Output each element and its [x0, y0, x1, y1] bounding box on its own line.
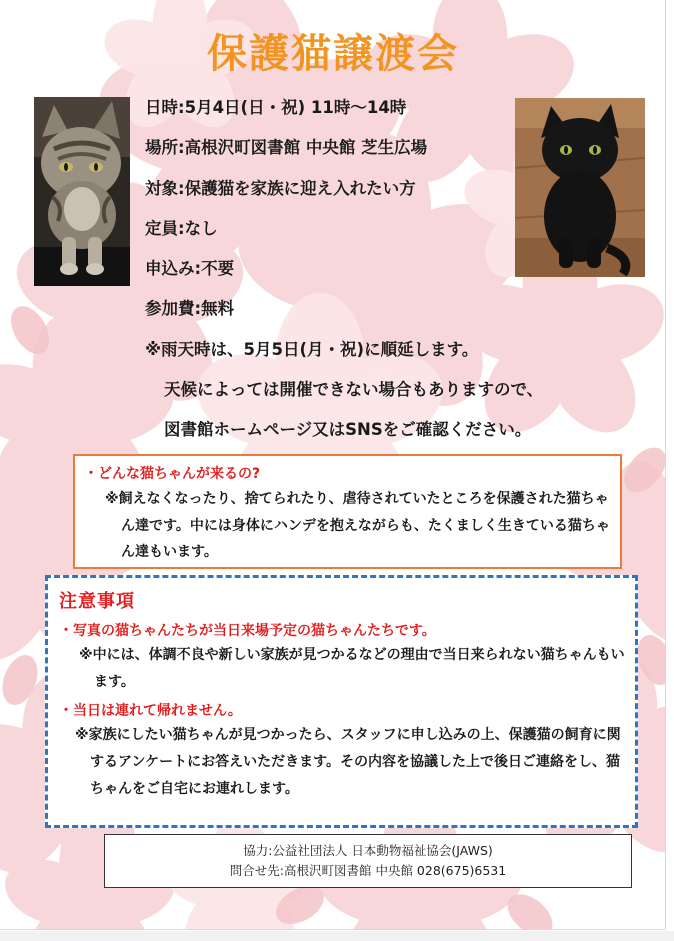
caution-note-absent: ※中には、体調不良や新しい家族が見つかるなどの理由で当日来られない猫ちゃんもいます。 [79, 647, 625, 690]
rain-notice: ※雨天時は、5月5日(月・祝)に順延します。 [145, 339, 479, 359]
event-target: 対象:保護猫を家族に迎え入れたい方 [145, 178, 416, 198]
credits-box [104, 834, 632, 888]
caution-item-photos: ・写真の猫ちゃんたちが当日来場予定の猫ちゃんたちです。 [59, 623, 436, 639]
event-application: 申込み:不要 [145, 259, 235, 279]
event-date: 日時:5月4日(日・祝) 11時～14時 [145, 98, 407, 117]
which-cats-heading: ・どんな猫ちゃんが来るの? [84, 466, 261, 482]
event-info [145, 96, 543, 459]
caution-item-no-takehome: ・当日は連れて帰れません。 [59, 703, 242, 719]
cooperation-credit: 協力:公益社団法人 日本動物福祉協会(JAWS) [243, 843, 493, 858]
event-fee: 参加費:無料 [145, 299, 235, 319]
cautions-box [45, 575, 638, 828]
which-cats-body: ※飼えなくなったり、捨てられたり、虐待されていたところを保護された猫ちゃん達です。中には身体にハンデを抱えながらも、たくましく生きている猫ちゃん達もいます。 [105, 491, 610, 560]
event-capacity: 定員:なし [145, 218, 218, 238]
page-bottom-edge [0, 931, 674, 941]
cautions-heading: 注意事項 [59, 591, 135, 612]
page-title: 保護猫譲渡会 [207, 31, 459, 77]
event-place: 場所:高根沢町図書館 中央館 芝生広場 [145, 138, 428, 158]
tabby-cat-photo [34, 97, 130, 286]
rain-notice-line2: 天候によっては開催できない場合もありますので、 [164, 380, 544, 400]
contact-info: 問合せ先:高根沢町図書館 中央館 028(675)6531 [229, 863, 507, 878]
which-cats-box [73, 454, 622, 569]
caution-note-process: ※家族にしたい猫ちゃんが見つかったら、スタッフに申し込みの上、保護猫の飼育に関するアンケートにお答えいただきます。その内容を協議した上で後日ご連絡をし、猫ちゃんをご自宅にお連れします。 [75, 727, 621, 797]
rain-notice-line3: 図書館ホームページ又はSNSをご確認ください。 [164, 420, 532, 440]
